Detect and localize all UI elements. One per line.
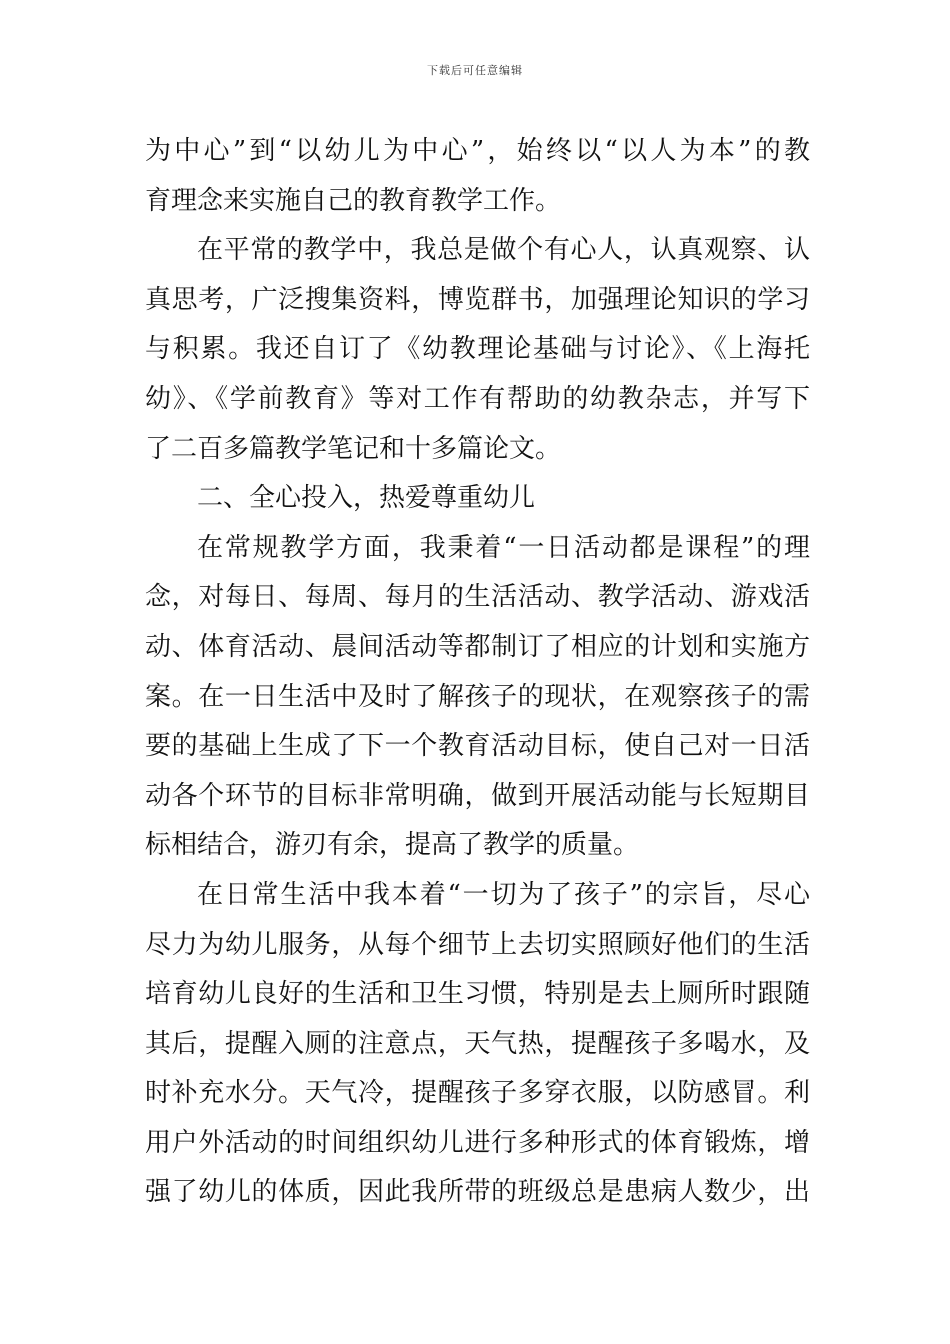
text-line: 与积累。我还自订了《幼教理论基础与讨论》、《上海托: [145, 334, 810, 365]
section-heading: 二、全心投入，热爱尊重幼儿: [197, 483, 536, 514]
text-line: 其后，提醒入厕的注意点，天气热，提醒孩子多喝水，及: [145, 1028, 810, 1059]
text-line: 真思考，广泛搜集资料，博览群书，加强理论知识的学习: [145, 284, 810, 315]
text-line: 为中心”到“以幼儿为中心”，始终以“以人为本”的教: [145, 136, 810, 166]
text-line: 培育幼儿良好的生活和卫生习惯，特别是去上厕所时跟随: [145, 979, 810, 1010]
text-line: 念，对每日、每周、每月的生活活动、教学活动、游戏活: [145, 582, 810, 613]
text-line: 尽力为幼儿服务，从每个细节上去切实照顾好他们的生活: [145, 929, 810, 960]
text-line: 在日常生活中我本着“一切为了孩子”的宗旨，尽心: [197, 879, 810, 910]
text-line: 强了幼儿的体质，因此我所带的班级总是患病人数少，出: [145, 1177, 810, 1208]
text-line: 时补充水分。天气冷，提醒孩子多穿衣服，以防感冒。利: [145, 1078, 810, 1109]
text-line: 幼》、《学前教育》等对工作有帮助的幼教杂志，并写下: [145, 383, 810, 414]
document-body: [145, 127, 810, 1218]
text-line: 了二百多篇教学笔记和十多篇论文。: [145, 433, 562, 464]
text-line: 要的基础上生成了下一个教育活动目标，使自己对一日活: [145, 731, 810, 762]
text-line: 案。在一日生活中及时了解孩子的现状，在观察孩子的需: [145, 681, 810, 712]
text-line: 育理念来实施自己的教育教学工作。: [145, 185, 562, 216]
text-line: 动各个环节的目标非常明确，做到开展活动能与长短期目: [145, 780, 810, 811]
text-line: 在常规教学方面，我秉着“一日活动都是课程”的理: [197, 532, 810, 563]
page-header: 下载后可任意编辑: [427, 64, 523, 77]
text-line: 在平常的教学中，我总是做个有心人，认真观察、认: [197, 235, 810, 266]
text-line: 标相结合，游刃有余，提高了教学的质量。: [145, 830, 640, 861]
text-line: 用户外活动的时间组织幼儿进行多种形式的体育锻炼，增: [145, 1127, 810, 1158]
text-line: 动、体育活动、晨间活动等都制订了相应的计划和实施方: [145, 631, 810, 662]
